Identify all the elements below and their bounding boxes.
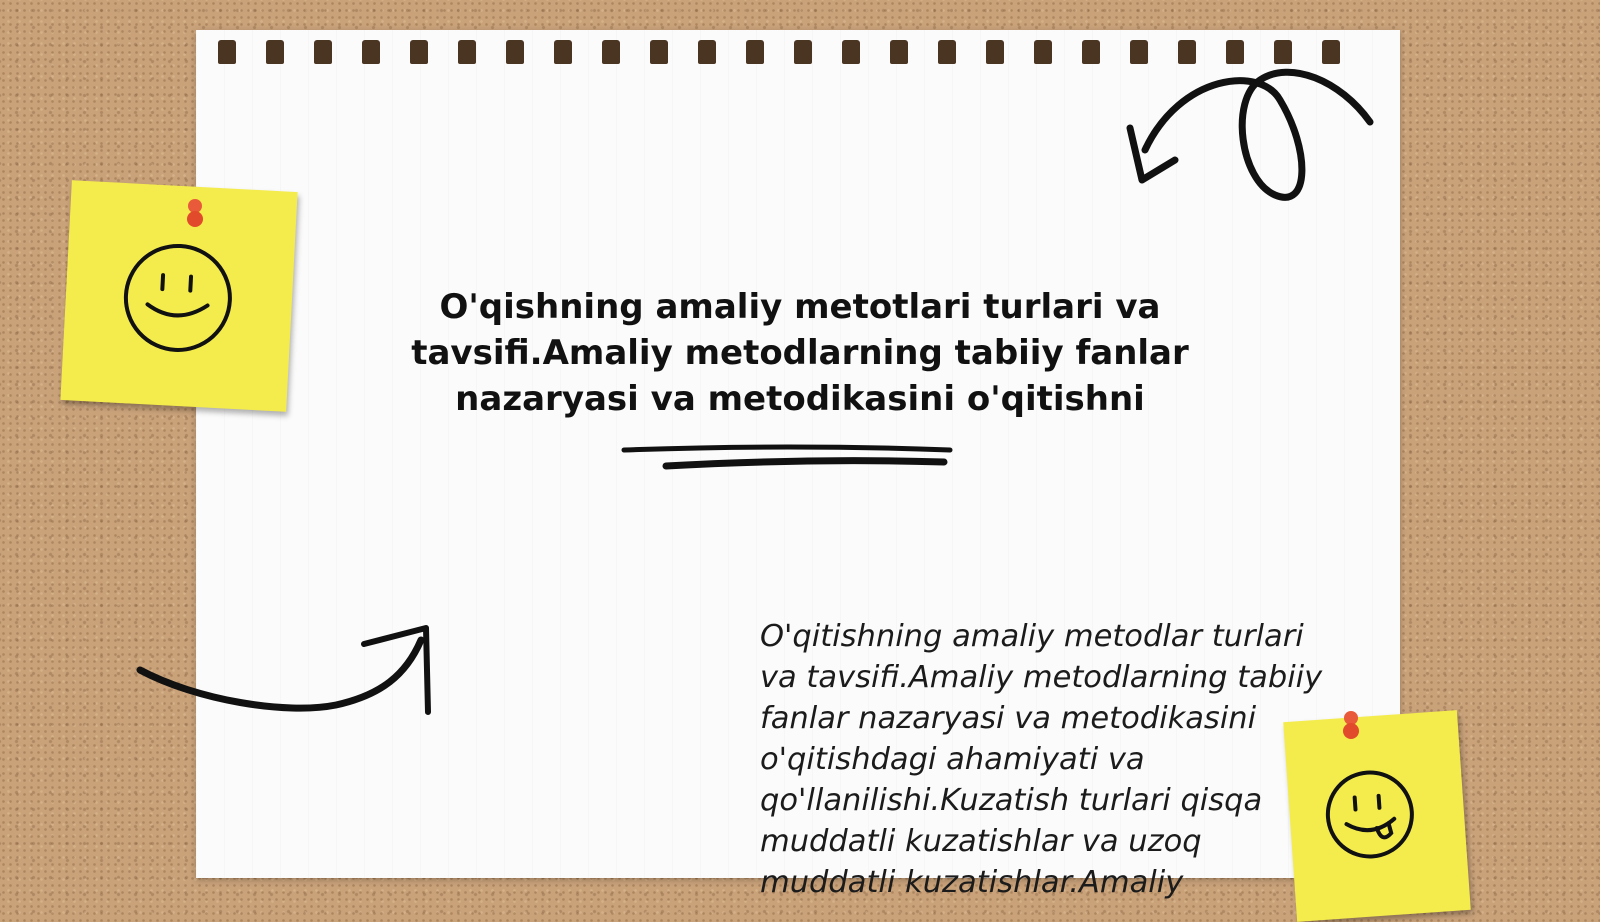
push-pin-icon xyxy=(184,198,206,228)
paper-hole xyxy=(746,40,764,64)
paper-hole xyxy=(1082,40,1100,64)
paper-hole xyxy=(410,40,428,64)
paper-hole xyxy=(794,40,812,64)
slide-title: O'qishning amaliy metotlari turlari va tavsifi.Amaliy metodlarning tabiiy fanlar nazaryasi va metodikasini o'qitishni xyxy=(411,287,1189,419)
sticky-note xyxy=(60,180,297,412)
paper-hole xyxy=(458,40,476,64)
tongue-smiley-face-icon xyxy=(1317,761,1424,868)
curved-arrow-icon xyxy=(136,620,446,730)
paper-hole xyxy=(266,40,284,64)
paper-hole xyxy=(986,40,1004,64)
push-pin-icon xyxy=(1340,710,1362,740)
curly-arrow-icon xyxy=(1120,60,1390,220)
paper-hole xyxy=(362,40,380,64)
paper-hole xyxy=(314,40,332,64)
paper-hole xyxy=(602,40,620,64)
paper-hole xyxy=(698,40,716,64)
paper-hole xyxy=(506,40,524,64)
paper-hole xyxy=(1034,40,1052,64)
double-underline-icon xyxy=(620,440,960,474)
paper-hole xyxy=(938,40,956,64)
paper-hole xyxy=(554,40,572,64)
paper-hole xyxy=(842,40,860,64)
paper-hole xyxy=(218,40,236,64)
sticky-note xyxy=(1283,710,1471,922)
paper-hole xyxy=(890,40,908,64)
slide-body-text: O'qitishning amaliy metodlar turlari va tavsifi.Amaliy metodlarning tabiiy fanlar nazaryasi va metodikasini o'qitishdagi ahamiyati va qo'llanilishi.Kuzatish turlari qisqa muddatli kuzatishlar va uzoq muddatli kuzatishlar.Amaliy xyxy=(760,619,1323,900)
paper-hole xyxy=(650,40,668,64)
smiley-face-icon xyxy=(115,235,241,361)
